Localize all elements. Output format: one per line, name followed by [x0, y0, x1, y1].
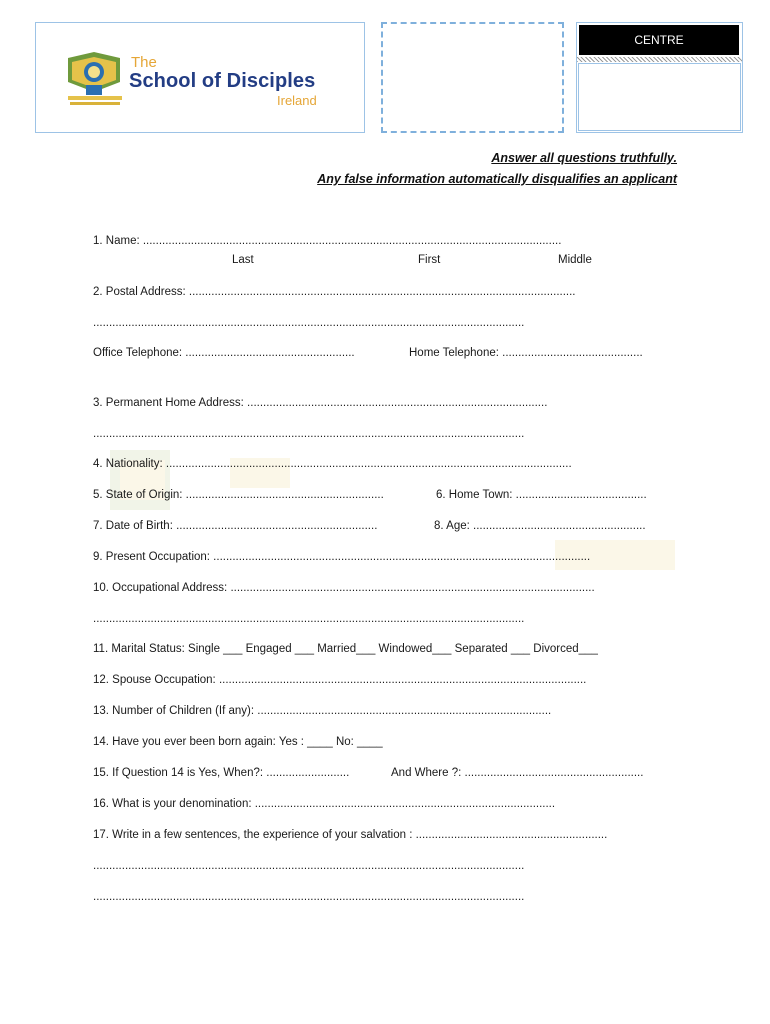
logo-school-name: School of Disciples	[129, 70, 316, 92]
instruction-disqualify: Any false information automatically disqualifies an applicant	[317, 172, 677, 186]
school-crest-icon	[64, 52, 126, 108]
state-of-origin-field[interactable]: 5. State of Origin: ..............................................................	[93, 489, 384, 501]
spouse-occupation-field[interactable]: 12. Spouse Occupation: ...................................................................................................................	[93, 674, 587, 686]
occupational-address-field[interactable]: 10. Occupational Address: ..................................................................................................................	[93, 582, 595, 594]
born-again-when-field[interactable]: 15. If Question 14 is Yes, When?: ..........................	[93, 767, 350, 779]
salvation-experience-line-2[interactable]: .......................................................................................................................................	[93, 860, 525, 872]
present-occupation-field[interactable]: 9. Present Occupation: ......................................................................................................................	[93, 551, 591, 563]
marital-status-field[interactable]: 11. Marital Status: Single ___ Engaged ___ Married___ Windowed___ Separated ___ Divorced___	[93, 643, 598, 655]
logo-the-text: The	[131, 54, 157, 71]
date-of-birth-field[interactable]: 7. Date of Birth: ...............................................................	[93, 520, 378, 532]
home-telephone-field[interactable]: Home Telephone: ............................................	[409, 347, 643, 359]
office-telephone-field[interactable]: Office Telephone: .....................................................	[93, 347, 355, 359]
number-of-children-field[interactable]: 13. Number of Children (If any): ............................................................................................	[93, 705, 552, 717]
centre-label: CENTRE	[579, 25, 739, 55]
born-again-where-field[interactable]: And Where ?: ........................................................	[391, 767, 644, 779]
logo-ireland-text: Ireland	[277, 93, 317, 108]
name-last-label: Last	[232, 254, 254, 266]
instruction-truthful: Answer all questions truthfully.	[491, 151, 677, 165]
name-first-label: First	[418, 254, 441, 266]
permanent-address-continued[interactable]: .......................................................................................................................................	[93, 428, 525, 440]
centre-hatch-divider	[577, 57, 742, 62]
nationality-field[interactable]: 4. Nationality: ...............................................................................................................................	[93, 458, 572, 470]
home-town-field[interactable]: 6. Home Town: .........................................	[436, 489, 647, 501]
born-again-field[interactable]: 14. Have you ever been born again: Yes : ____ No: ____	[93, 736, 383, 748]
postal-address-field[interactable]: 2. Postal Address: .........................................................................................................................	[93, 286, 576, 298]
salvation-experience-line-3[interactable]: .......................................................................................................................................	[93, 891, 525, 903]
name-field[interactable]: 1. Name: ...................................................................................................................................	[93, 235, 562, 247]
name-middle-label: Middle	[558, 254, 592, 266]
salvation-experience-field[interactable]: 17. Write in a few sentences, the experience of your salvation : ............................................................	[93, 829, 608, 841]
denomination-field[interactable]: 16. What is your denomination: ..............................................................................................	[93, 798, 556, 810]
photo-box[interactable]	[381, 22, 564, 133]
age-field[interactable]: 8. Age: ......................................................	[434, 520, 646, 532]
centre-input-box[interactable]	[578, 63, 741, 131]
occupational-address-continued[interactable]: .......................................................................................................................................	[93, 613, 525, 625]
postal-address-continued[interactable]: .......................................................................................................................................	[93, 317, 525, 329]
permanent-address-field[interactable]: 3. Permanent Home Address: ..............................................................................................	[93, 397, 548, 409]
